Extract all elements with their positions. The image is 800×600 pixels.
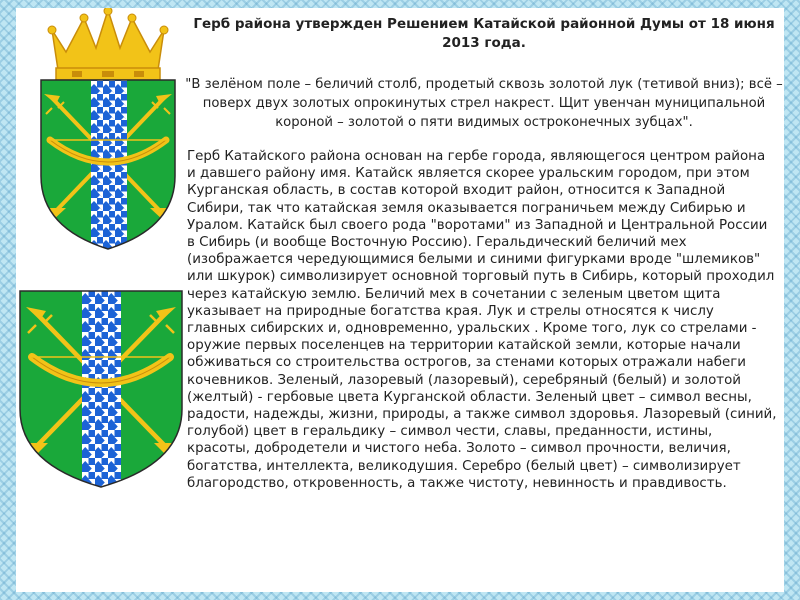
coat-of-arms-svg — [18, 289, 184, 489]
body-text: Герб Катайского района основан на гербе города, являющегося центром района и давшего району имя. Катайск является скорее уральским городом, при этом Курганская область, в состав которой входит район, относится к Западной Сибири, так что катайская земля оказывается пограничьем между Сибирью и Уралом. Катайск был своего рода "воротами" из Западной и Центральной России в Сибирь (и вообще Восточную Россию). Геральдический беличий мех (изображается чередующимися белыми и синими фигурками вроде "шлемиков" или шкурок) символизирует основной торговый путь в Сибирь, который проходил через катайскую землю. Беличий мех в сочетании с зеленым цветом щита указывает на природные богатства края. Лук и стрелы относятся к числу главных сибирских и, одновременно, уральских . Кроме того, лук со стрелами - оружие первых поселенцев на территории катайской земли, которые начали обживаться со строительства острогов, за стенами которых отражали набеги кочевников. Зеленый, лазоревый (лазоревый), серебряный (белый) и золотой (желтый) - гербовые цвета Курганской области. Зеленый цвет – символ весны, радости, надежды, жизни, природы, а также символ здоровья. Лазоревый (синий, голубой) цвет в геральдику – символ чести, славы, преданности, истины, красоты, добродетели и чистого неба. Золото – символ прочности, величия, богатства, интеллекта, великодушия. Серебро (белый цвет) – символизирует благородство, откровенность, а также чистоту, невинность и правдивость. — [187, 149, 777, 491]
crowned-coat-of-arms-svg — [38, 8, 178, 250]
blazon-quote: "В зелёном поле – беличий столб, продетый сквозь золотой лук (тетивой вниз); всё – поверх двух золотых опрокинутых стрел накрест. Щит увенчан муниципальной короной – золотой о пяти видимых остроконечных зубцах". — [185, 77, 783, 130]
page-title: Герб района утвержден Решением Катайской районной Думы от 18 июня 2013 года. — [193, 16, 775, 51]
slide — [16, 8, 784, 592]
crown — [48, 8, 168, 80]
coat-of-arms-icon — [18, 289, 184, 489]
crowned-coat-of-arms-icon — [38, 8, 178, 250]
text-block — [185, 15, 783, 492]
